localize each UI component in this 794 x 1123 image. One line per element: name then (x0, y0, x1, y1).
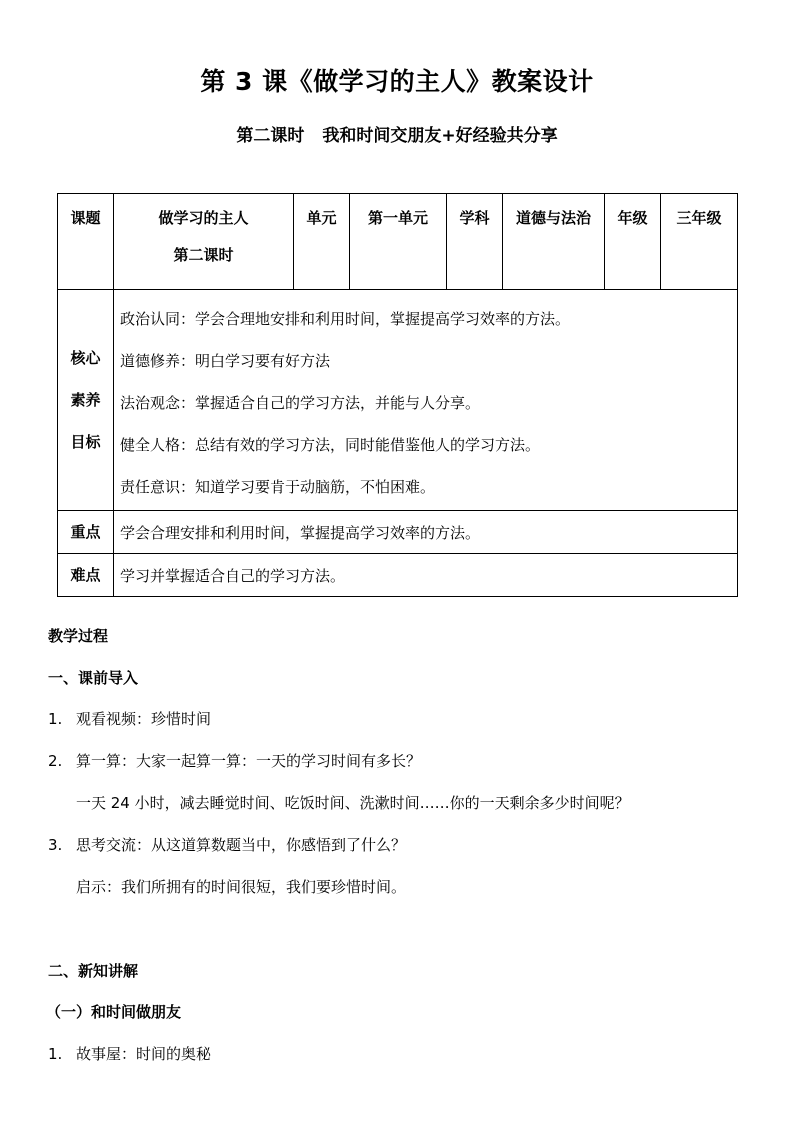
goal-item: 政治认同：学会合理地安排和利用时间，掌握提高学习效率的方法。 (120, 310, 571, 328)
topic-label: 课题 (58, 194, 114, 290)
key-point-label: 重点 (58, 511, 114, 554)
list-item (48, 834, 406, 855)
goal-item: 法治观念：掌握适合自己的学习方法，并能与人分享。 (120, 394, 481, 412)
core-goals-row (58, 290, 738, 511)
difficulty-text: 学习并掌握适合自己的学习方法。 (114, 554, 738, 597)
list-item-number: 2. (48, 752, 63, 770)
subject-value: 道德与法治 (503, 194, 605, 290)
core-label-line1: 核心 (70, 349, 101, 367)
list-item-detail: 启示：我们所拥有的时间很短，我们要珍惜时间。 (76, 878, 407, 896)
subsection-heading: （一）和时间做朋友 (46, 1003, 182, 1021)
subject-label: 学科 (447, 194, 503, 290)
key-point-text: 学会合理安排和利用时间，掌握提高学习效率的方法。 (114, 511, 738, 554)
core-label-line3: 目标 (70, 433, 101, 451)
key-point-row (58, 511, 738, 554)
goal-item: 责任意识：知道学习要肯于动脑筋，不怕困难。 (120, 478, 436, 496)
list-item (48, 1043, 211, 1064)
list-item-text: 观看视频：珍惜时间 (76, 710, 212, 728)
document-title: 第 3 课《做学习的主人》教案设计 (200, 67, 594, 96)
topic-session: 第二课时 (173, 246, 234, 264)
goal-item: 道德修养：明白学习要有好方法 (120, 352, 331, 370)
goal-item: 健全人格：总结有效的学习方法，同时能借鉴他人的学习方法。 (120, 436, 541, 454)
lesson-info-table (57, 193, 738, 597)
section-new-knowledge-heading: 二、新知讲解 (48, 962, 139, 980)
core-goals-list (114, 290, 738, 511)
list-item-text: 算一算：大家一起算一算：一天的学习时间有多长？ (76, 752, 422, 770)
section-intro-heading: 一、课前导入 (48, 669, 139, 687)
list-item (48, 708, 211, 729)
grade-label: 年级 (605, 194, 661, 290)
subtitle-lesson: 第二课时 (236, 126, 305, 146)
grade-value: 三年级 (661, 194, 738, 290)
unit-label: 单元 (294, 194, 350, 290)
subtitle-topic: 我和时间交朋友+好经验共分享 (322, 126, 558, 146)
document-subtitle (0, 121, 794, 146)
table-header-row (58, 194, 738, 290)
list-item-number: 1. (48, 710, 63, 728)
list-item (48, 750, 421, 771)
list-item-number: 3. (48, 836, 63, 854)
topic-title: 做学习的主人 (158, 209, 249, 227)
topic-value (114, 194, 294, 290)
difficulty-label: 难点 (58, 554, 114, 597)
core-goals-label (58, 290, 114, 511)
difficulty-row (58, 554, 738, 597)
list-item-text: 故事屋：时间的奥秘 (76, 1045, 212, 1063)
list-item-detail: 一天 24 小时，减去睡觉时间、吃饭时间、洗漱时间……你的一天剩余多少时间呢？ (76, 794, 630, 812)
list-item-number: 1. (48, 1045, 63, 1063)
unit-value: 第一单元 (350, 194, 447, 290)
core-label-line2: 素养 (70, 391, 101, 409)
list-item-text: 思考交流：从这道算数题当中，你感悟到了什么？ (76, 836, 407, 854)
process-heading: 教学过程 (48, 627, 109, 645)
